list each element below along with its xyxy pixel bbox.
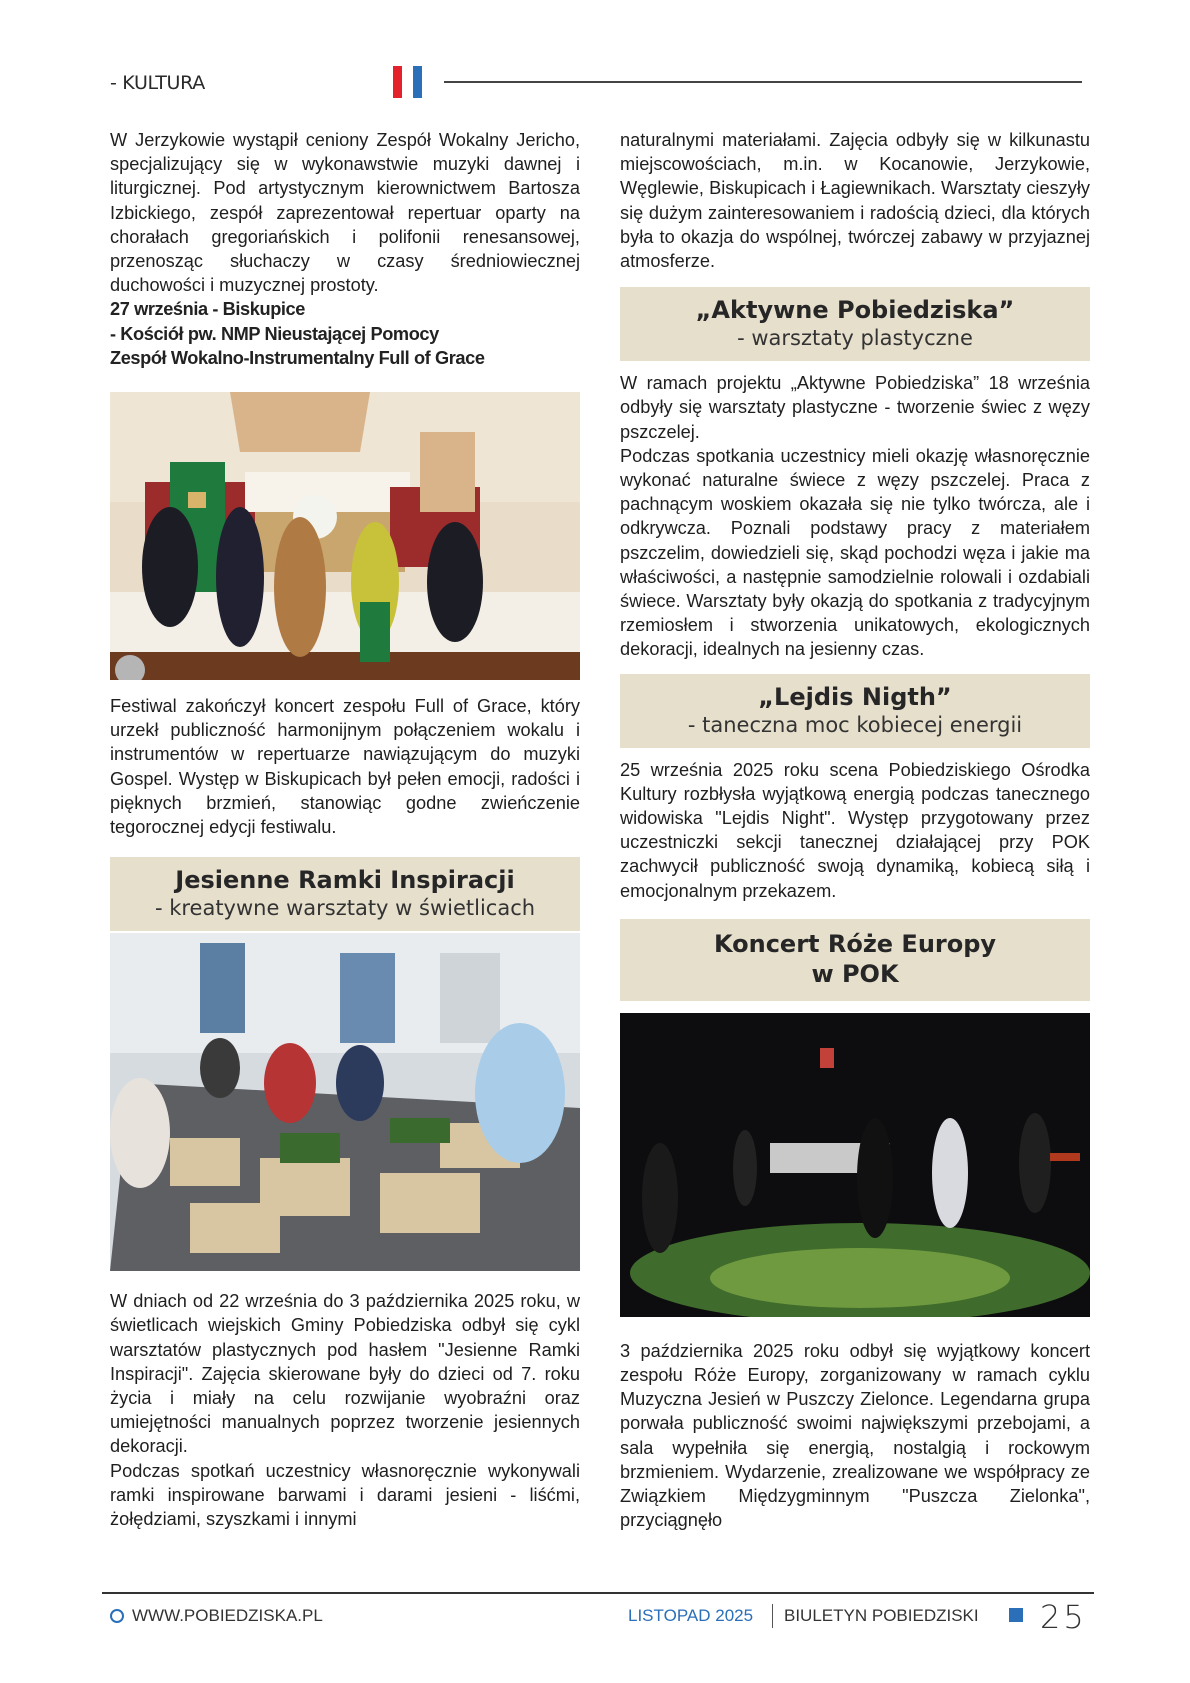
globe-icon: [110, 1609, 124, 1623]
lejdis-title: „Lejdis Nigth”: [758, 682, 952, 711]
ramki-workshop-photo: [110, 933, 580, 1271]
full-of-grace-photo: [110, 392, 580, 680]
flag-blue-bar: [413, 66, 422, 98]
footer-divider: [102, 1592, 1094, 1594]
aktywne-paragraph-2: Podczas spotkania uczestnicy mieli okazję własnoręcznie wykonać naturalne świece z węzy pszczelej. Praca z pachnącym woskiem okazała się nie tylko twórcza, ale i odkrywcza. Poznali podstawy pracy z materiałem pszczelim, dowiedzieli się, skąd pochodzi węza i jakie ma właściwości, a następnie samodzielnie rolowali i ozdabiali świece. Warsztaty były okazją do spotkania z tradycyjnym rzemiosłem i stworzenia unikatowych, ekologicznych dekoracji, idealnych na jesienny czas.: [620, 445, 1090, 660]
roze-europy-photo: [620, 1013, 1090, 1317]
ramki-paragraph-2: Podczas spotkań uczestnicy własnoręcznie wykonywali ramki inspirowane barwami i darami jesieni - liśćmi, żołędziami, szyszkami i innymi: [110, 1460, 580, 1530]
flag-red-bar: [393, 66, 402, 98]
jesienne-ramki-subtitle: - kreatywne warsztaty w świetlicach: [154, 896, 536, 921]
lejdis-heading-box: [620, 674, 1090, 748]
event-ensemble: Zespół Wokalno-Instrumentalny Full of Grace: [110, 347, 485, 368]
aktywne-heading-box: [620, 287, 1090, 361]
jericho-paragraph: W Jerzykowie wystąpił ceniony Zespół Wokalny Jericho, specjalizujący się w wykonawstwie muzyki dawnej i liturgicznej. Pod artystycznym kierownictwem Bartosza Izbickiego, zespół zaprezentował repertuar oparty na chorałach gregoriańskich i polifonii renesansowej, przenosząc słuchaczy w czasy średniowiecznej duchowości i muzycznej prostoty.: [110, 130, 580, 296]
children-workshop-image: [110, 933, 580, 1271]
event-church: - Kościół pw. NMP Nieustającej Pomocy: [110, 323, 439, 344]
lejdis-subtitle: - taneczna moc kobiecej energii: [687, 712, 1023, 737]
section-label: - KULTURA: [110, 72, 205, 94]
aktywne-subtitle: - warsztaty plastyczne: [737, 326, 973, 351]
jesienne-ramki-title: Jesienne Ramki Inspiracji: [175, 866, 515, 895]
ramki-continued-paragraph: naturalnymi materiałami. Zajęcia odbyły się w kilkunastu miejscowościach, m.in. w Kocanowie, Jerzykowie, Węglewie, Biskupicach i Łagiewnikach. Warsztaty cieszyły się dużym zainteresowaniem i radością dzieci, dla których była to okazja do wspólnej, twórczej zabawy w przyjaznej atmosferze.: [620, 130, 1090, 272]
festival-paragraph: Festiwal zakończył koncert zespołu Full of Grace, który urzekł publiczność harmonijnym połączeniem wokalu i instrumentów w repertuarze nawiązującym do muzyki Gospel. Występ w Biskupicach był pełen emocji, radości i pięknych brzmień, stanowiąc godne zwieńczenie tegorocznej edycji festiwalu.: [110, 696, 580, 838]
jesienne-ramki-heading-box: [110, 857, 580, 931]
ramki-paragraph-1: W dniach od 22 września do 3 października 2025 roku, w świetlicach wiejskich Gminy Pobiedziska odbył się cykl warsztatów plastycznych pod hasłem "Jesienne Ramki Inspiracji". Zajęcia skierowane były do dzieci od 7. roku życia i miały na celu rozwijanie wyobraźni oraz umiejętności manualnych poprzez tworzenie jesiennych dekoracji.: [110, 1291, 580, 1457]
footer-separator: [772, 1604, 773, 1628]
aktywne-paragraph-1: W ramach projektu „Aktywne Pobiedziska” 18 września odbyły się warsztaty plastyczne - tworzenie świec z węzy pszczelej.: [620, 373, 1090, 442]
roze-europy-heading-box: [620, 919, 1090, 1001]
left-column: [110, 128, 580, 1531]
blue-square-icon: [1009, 1608, 1023, 1622]
roze-europy-title-line1: Koncert Róże Europy: [713, 929, 997, 958]
publication-name: BIULETYN POBIEDZISKI: [784, 1606, 979, 1625]
lejdis-paragraph: 25 września 2025 roku scena Pobiedziskiego Ośrodka Kultury rozbłysła wyjątkową energią podczas tanecznego widowiska "Lejdis Night". Występ przygotowany przez uczestniczki sekcji tanecznej działającej przy POK zachwycił publiczność swoją dynamiką, kobiecą siłą i emocjonalnym przekazem.: [620, 759, 1090, 901]
issue-month: LISTOPAD 2025: [628, 1606, 754, 1625]
concert-stage-image: [620, 1013, 1090, 1317]
roze-europy-title-line2: w POK: [811, 959, 899, 988]
page-footer: [110, 1600, 1094, 1636]
website-link[interactable]: [110, 1606, 323, 1626]
roze-europy-paragraph: 3 października 2025 roku odbył się wyjątkowy koncert zespołu Róże Europy, zorganizowany w ramach cyklu Muzyczna Jesień w Puszczy Zielonce. Legendarna grupa porwała publiczność swoimi największymi przebojami, a sala wypełniła się energią, nostalgią i rockowym brzmieniem. Wydarzenie, zrealizowane we współpracy ze Związkiem Międzygminnym "Puszcza Zielonka", przyciągnęło: [620, 1340, 1090, 1531]
aktywne-title: „Aktywne Pobiedziska”: [695, 296, 1015, 325]
church-concert-image: [110, 392, 580, 680]
header-divider: [444, 81, 1082, 83]
website-text: WWW.POBIEDZISKA.PL: [132, 1606, 323, 1625]
event-date-place: 27 września - Biskupice: [110, 299, 305, 320]
page-number: 25: [1040, 1598, 1087, 1636]
right-column: [620, 128, 1090, 1533]
